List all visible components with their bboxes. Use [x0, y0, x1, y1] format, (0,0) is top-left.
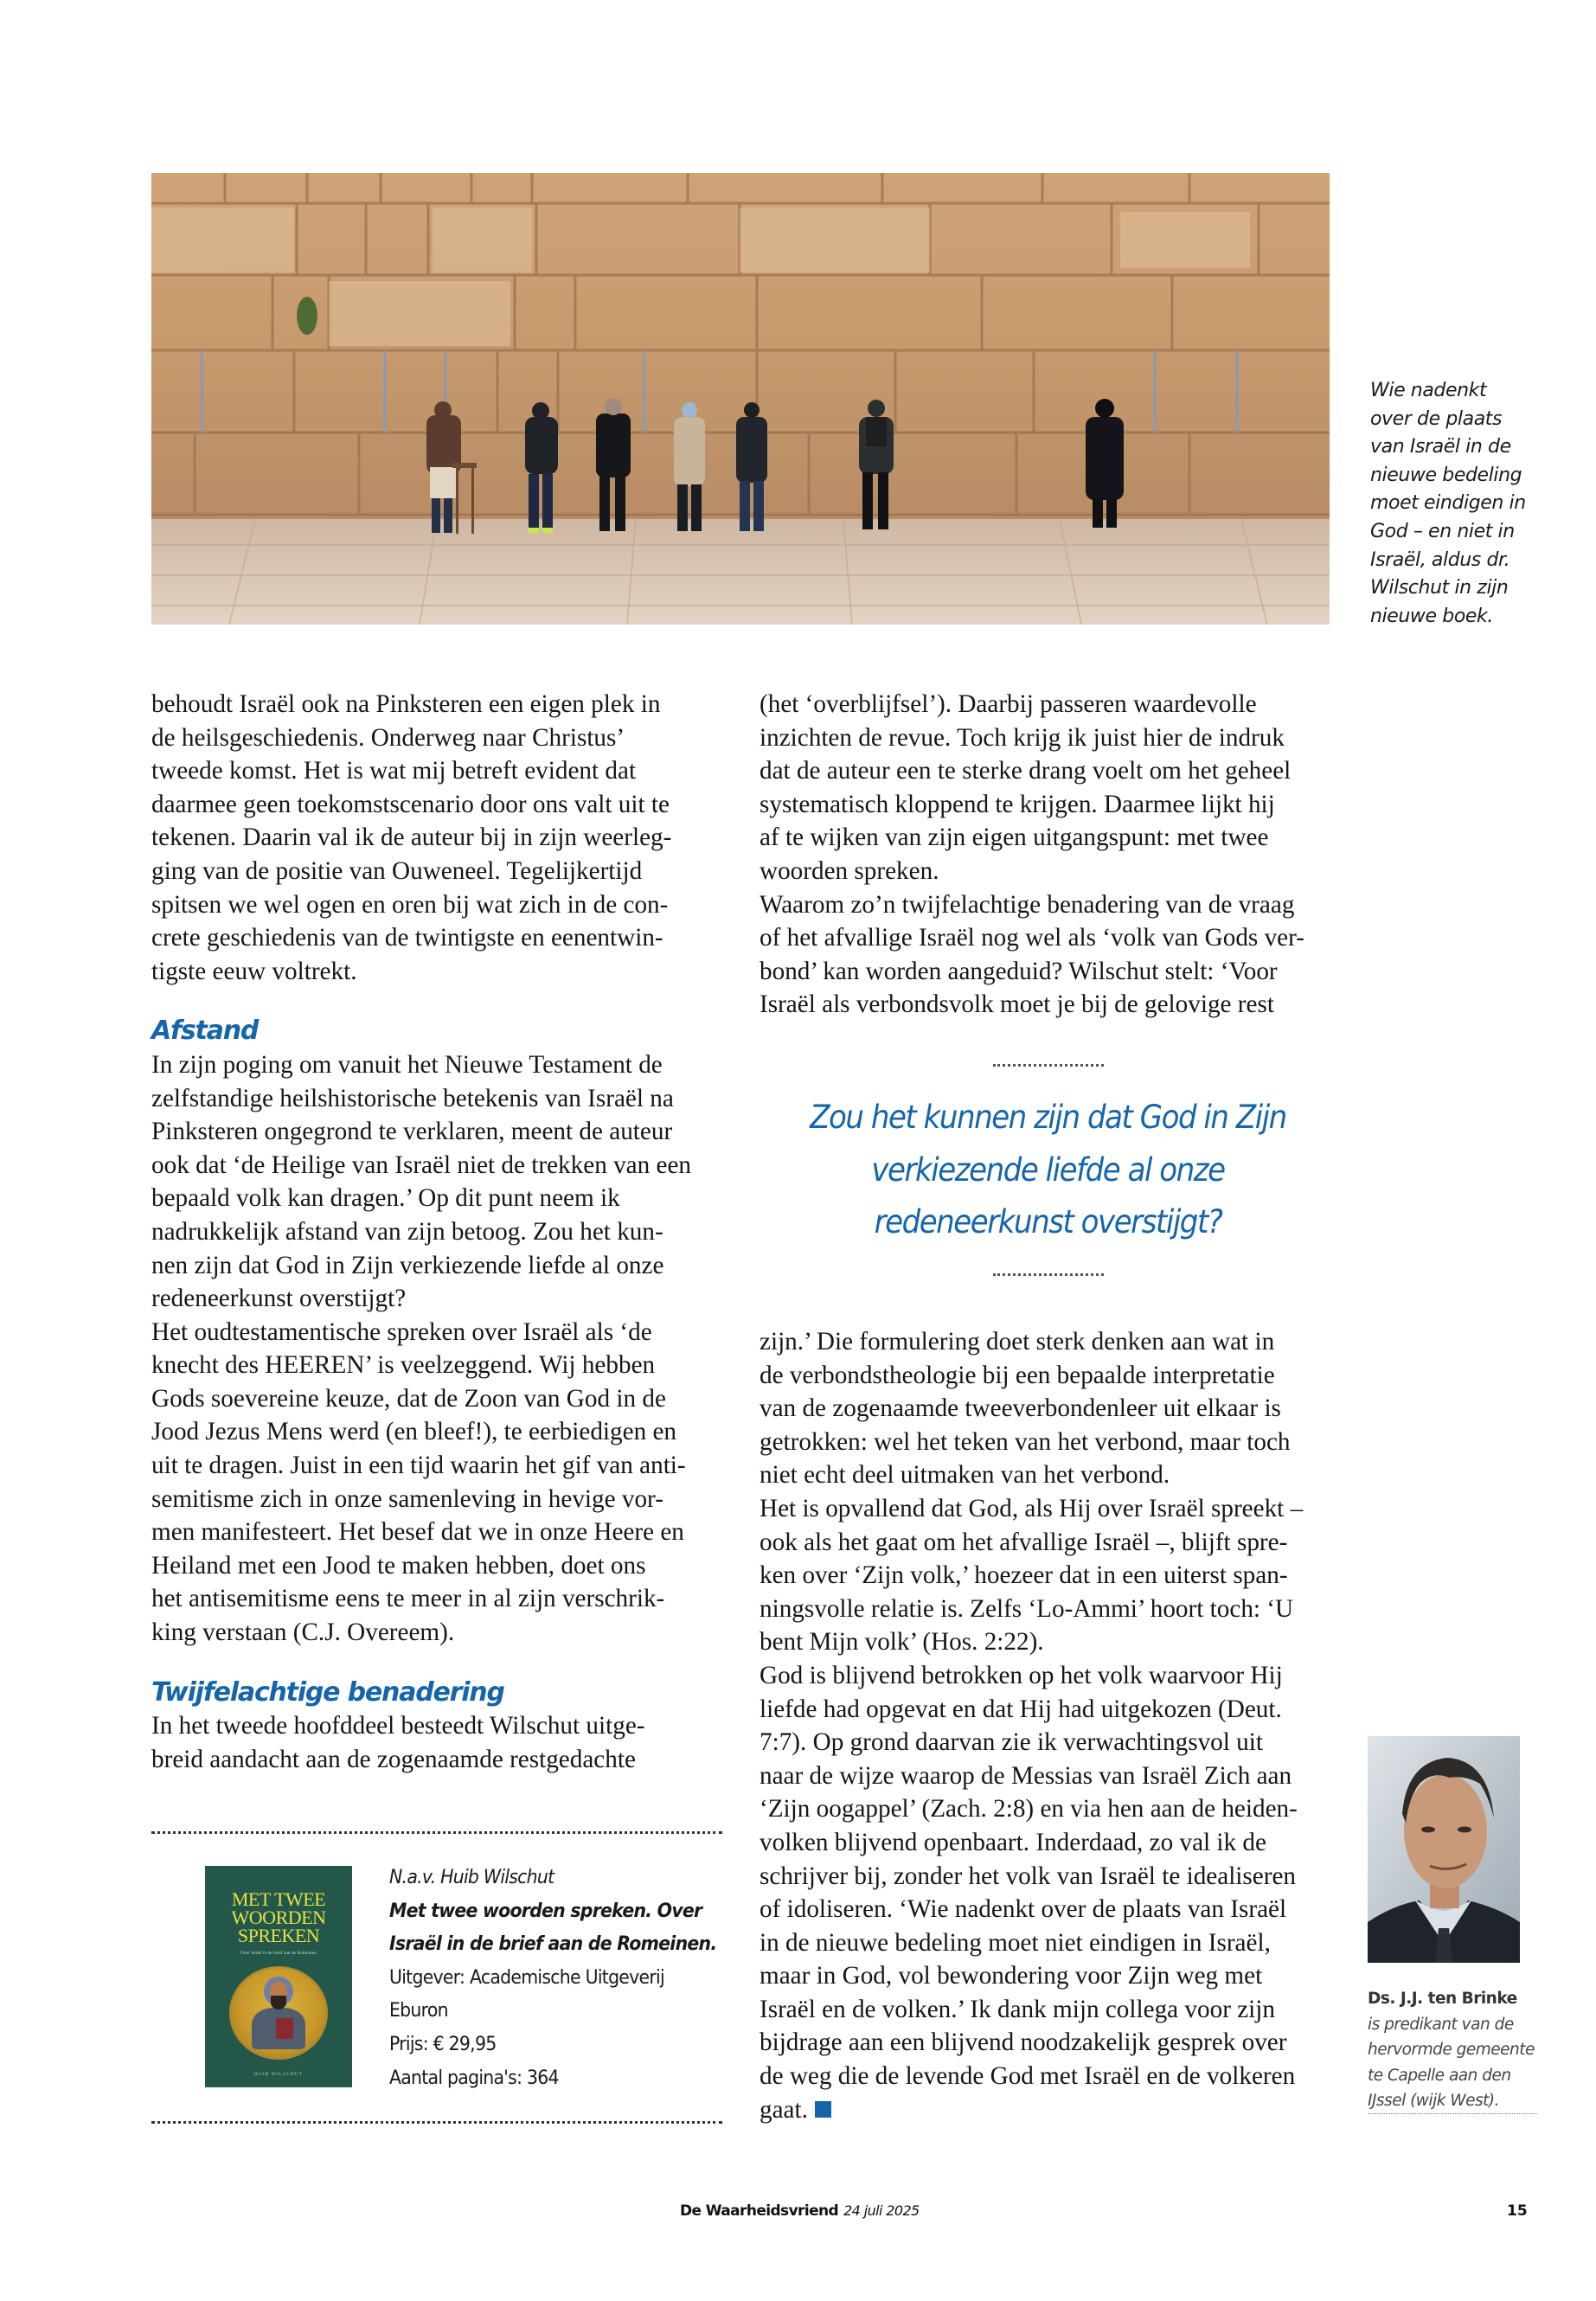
pull-quote	[783, 1092, 1314, 1249]
article-photo	[151, 173, 1330, 625]
book-box-divider-top	[151, 1831, 722, 1834]
author-name: Ds. J.J. ten Brinke	[1368, 1990, 1517, 2008]
page-footer	[680, 2202, 920, 2220]
book-nav-author: N.a.v. Huib Wilschut	[389, 1867, 554, 1888]
cover-title-line: WOORDEN	[231, 1907, 326, 1928]
text-line: Israël en de volken.’ Ik dank mijn collega voor zijn	[760, 1995, 1275, 2023]
book-pages: Aantal pagina's: 364	[389, 2067, 559, 2089]
book-cover-subtitle: Over Israël in de brief aan de Romeinen	[240, 1951, 317, 1956]
author-bio-line: is predikant van de	[1368, 2015, 1514, 2034]
text-line: tweede komst. Het is wat mij betreft evident dat	[151, 757, 637, 785]
text-line: inzichten de revue. Toch krijg ik juist hier de indruk	[760, 723, 1285, 752]
author-portrait	[1368, 1736, 1520, 1963]
book-box-divider-bottom	[151, 2121, 722, 2124]
book-cover-image	[205, 1866, 352, 2087]
text-line: nadrukkelijk afstand van zijn betoog. Zou het kun-	[151, 1217, 663, 1246]
text-line: niet echt deel uitmaken van het verbond.	[760, 1461, 1170, 1490]
pull-quote-line: Zou het kunnen zijn dat God in Zijn	[810, 1099, 1286, 1136]
intro-paragraph	[151, 688, 722, 988]
cover-title-line: MET TWEE	[231, 1888, 326, 1910]
text-line: het antisemitisme eens te meer in al zijn verschrik-	[151, 1585, 665, 1613]
caption-line: Israël, aldus dr.	[1370, 548, 1510, 571]
section-heading-afstand: Afstand	[151, 1016, 259, 1047]
caption-line: nieuwe bedeling	[1370, 464, 1522, 486]
text-line: tigste eeuw voltrekt.	[151, 957, 357, 985]
author-bio-divider	[1368, 2113, 1537, 2114]
caption-line: van Israël in de	[1370, 436, 1511, 458]
conclusion-paragraphs	[760, 1325, 1336, 2126]
text-line: tekenen. Daarin val ik de auteur bij in zijn weerleg-	[151, 824, 672, 852]
section-heading-twijfelachtige-benadering: Twijfelachtige benadering	[151, 1676, 504, 1708]
text-line: de heilsgeschiedenis. Onderweg naar Christus’	[151, 723, 625, 752]
text-line: Jood Jezus Mens werd (en bleef!), te eerbiedigen en	[151, 1418, 677, 1446]
text-line: Het is opvallend dat God, als Hij over Israël spreekt –	[760, 1494, 1304, 1522]
text-line: In zijn poging om vanuit het Nieuwe Testament de	[151, 1050, 663, 1079]
pull-quote-line: redeneerkunst overstijgt?	[874, 1203, 1222, 1240]
end-of-article-icon	[815, 2101, 831, 2118]
text-line: ken over ‘Zijn volk,’ hoezeer dat in een uiterst span-	[760, 1561, 1288, 1590]
caption-line: Wie nadenkt	[1370, 380, 1487, 401]
pull-quote-divider-bottom	[993, 1273, 1104, 1276]
publication-name: De Waarheidsvriend	[680, 2202, 839, 2220]
left-column	[151, 688, 722, 1776]
book-cover-author: HUIB WILSCHUT	[253, 2072, 304, 2077]
text-line: men manifesteert. Het besef dat we in onze Heere en	[151, 1518, 684, 1547]
text-line: Waarom zo’n twijfelachtige benadering van de vraag	[760, 890, 1295, 919]
caption-line: over de plaats	[1370, 407, 1503, 430]
text-line: af te wijken van zijn eigen uitgangspunt: met twee	[760, 824, 1269, 852]
western-wall-image	[151, 173, 1330, 625]
text-line: spitsen we wel ogen en oren bij wat zich in de con-	[151, 890, 669, 919]
right-column-bottom	[760, 1325, 1336, 2126]
text-line: behoudt Israël ook na Pinksteren een eigen plek in	[151, 690, 661, 718]
afstand-paragraphs	[151, 1048, 722, 1650]
text-line: uit te dragen. Juist in een tijd waarin het gif van anti-	[151, 1452, 686, 1480]
text-line: bent Mijn volk’ (Hos. 2:22).	[760, 1628, 1044, 1657]
text-line: in de nieuwe bedeling moet niet eindigen in Israël,	[760, 1928, 1271, 1957]
text-line: zijn.’ Die formulering doet sterk denken aan wat in	[760, 1328, 1275, 1356]
caption-line: moet eindigen in	[1370, 492, 1526, 515]
pull-quote-line: verkiezende liefde al onze	[871, 1150, 1225, 1189]
text-line: schrijver bij, zonder het volk van Israël te idealiseren	[760, 1862, 1296, 1890]
text-line: Heiland met een Jood te maken hebben, doet ons	[151, 1551, 646, 1580]
book-info	[389, 1862, 717, 2095]
text-line: In het tweede hoofddeel besteedt Wilschut uitge-	[151, 1712, 645, 1740]
text-line: de weg die de levende God met Israël en de volkeren	[760, 2062, 1296, 2091]
book-title-line: Met twee woorden spreken. Over	[389, 1900, 702, 1922]
text-line: ook als het gaat om het afvallige Israël –, blijft spre-	[760, 1528, 1288, 1556]
caption-line: Wilschut in zijn	[1370, 577, 1509, 599]
text-line: semitisme zich in onze samenleving in hevige vor-	[151, 1484, 663, 1513]
author-bio-line: hervormde gemeente	[1368, 2041, 1535, 2059]
right-column-top	[760, 688, 1336, 1022]
pull-quote-divider-top	[993, 1064, 1104, 1067]
icon-medallion	[231, 1968, 326, 2058]
text-line: Pinksteren ongegrond te verklaren, meent de auteur	[151, 1118, 673, 1146]
book-cover-title	[205, 1890, 352, 1945]
text-line: ningsvolle relatie is. Zelfs ‘Lo-Ammi’ hoort toch: ‘U	[760, 1594, 1294, 1623]
text-line: zelfstandige heilshistorische betekenis van Israël na	[151, 1084, 674, 1112]
text-line: breid aandacht aan de zogenaamde restgedachte	[151, 1745, 636, 1773]
text-line: maar in God, vol bewondering voor Zijn weg met	[760, 1962, 1263, 1990]
text-line: Gods soevereine keuze, dat de Zoon van God in de	[151, 1384, 666, 1413]
twijfelachtige-paragraph	[151, 1709, 722, 1776]
text-line: 7:7). Op grond daarvan zie ik verwachtingsvol uit	[760, 1728, 1263, 1757]
text-line: gaat.	[760, 2093, 1336, 2127]
text-line: dat de auteur een te sterke drang voelt om het geheel	[760, 757, 1292, 785]
text-line: ging van de positie van Ouweneel. Tegelijkertijd	[151, 856, 643, 885]
text-line: van de zogenaamde tweeverbondenleer uit elkaar is	[760, 1394, 1281, 1423]
issue-date: 24 juli 2025	[843, 2202, 920, 2219]
cover-title-line: SPREKEN	[237, 1925, 320, 1946]
text-line: getrokken: wel het teken van het verbond, maar toch	[760, 1427, 1291, 1456]
author-bio-line: te Capelle aan den	[1368, 2066, 1511, 2085]
book-title-line: Israël in de brief aan de Romeinen.	[389, 1933, 717, 1956]
text-line: (het ‘overblijfsel’). Daarbij passeren waardevolle	[760, 690, 1257, 718]
text-line: ‘Zijn oogappel’ (Zach. 2:8) en via hen aan de heiden-	[760, 1795, 1298, 1823]
text-line: naar de wijze waarop de Messias van Israël Zich aan	[760, 1761, 1292, 1790]
text-line: king verstaan (C.J. Overeem).	[151, 1618, 455, 1647]
text-line: Israël als verbondsvolk moet je bij de gelovige rest	[760, 990, 1274, 1019]
text-line: Het oudtestamentische spreken over Israël als ‘de	[151, 1317, 652, 1346]
text-line: nen zijn dat God in Zijn verkiezende liefde al onze	[151, 1251, 664, 1279]
text-line: of idoliseren. ‘Wie nadenkt over de plaats van Israël	[760, 1895, 1287, 1924]
text-line: crete geschiedenis van de twintigste en eenentwin-	[151, 924, 663, 952]
book-price: Prijs: € 29,95	[389, 2033, 497, 2055]
caption-line: nieuwe boek.	[1370, 605, 1493, 627]
text-line: knecht des HEEREN’ is veelzeggend. Wij hebben	[151, 1351, 656, 1380]
author-photo	[1368, 1736, 1520, 1963]
book-publisher-line: Uitgever: Academische Uitgeverij	[389, 1966, 664, 1989]
book-publisher-line: Eburon	[389, 2000, 448, 2022]
text-line: daarmee geen toekomstscenario door ons valt uit te	[151, 790, 670, 818]
text-line: liefde had opgevat en dat Hij had uitgekozen (Deut.	[760, 1695, 1282, 1723]
caption-line: God – en niet in	[1370, 520, 1515, 542]
text-line: of het afvallige Israël nog wel als ‘volk van Gods ver-	[760, 924, 1304, 952]
text-line: bijdrage aan een blijvend noodzakelijk gesprek over	[760, 2029, 1287, 2057]
text-line: woorden spreken.	[760, 856, 939, 885]
text-line: bond’ kan worden aangeduid? Wilschut stelt: ‘Voor	[760, 957, 1278, 985]
overblijfsel-paragraphs	[760, 688, 1336, 1022]
page-number: 15	[1507, 2202, 1528, 2220]
text-line: de verbondstheologie bij een bepaalde interpretatie	[760, 1361, 1275, 1389]
text-line: volken blijvend openbaart. Inderdaad, zo val ik de	[760, 1828, 1266, 1856]
author-bio	[1368, 1986, 1541, 2114]
text-line: systematisch kloppend te krijgen. Daarmee lijkt hij	[760, 790, 1275, 818]
text-line: bepaald volk kan dragen.’ Op dit punt neem ik	[151, 1184, 620, 1213]
text-line: redeneerkunst overstijgt?	[151, 1285, 407, 1313]
text-line: ook dat ‘de Heilige van Israël niet de trekken van een	[151, 1150, 692, 1179]
photo-caption	[1370, 377, 1578, 631]
author-bio-line: IJssel (wijk West).	[1368, 2092, 1499, 2110]
text-line: God is blijvend betrokken op het volk waarvoor Hij	[760, 1661, 1283, 1689]
